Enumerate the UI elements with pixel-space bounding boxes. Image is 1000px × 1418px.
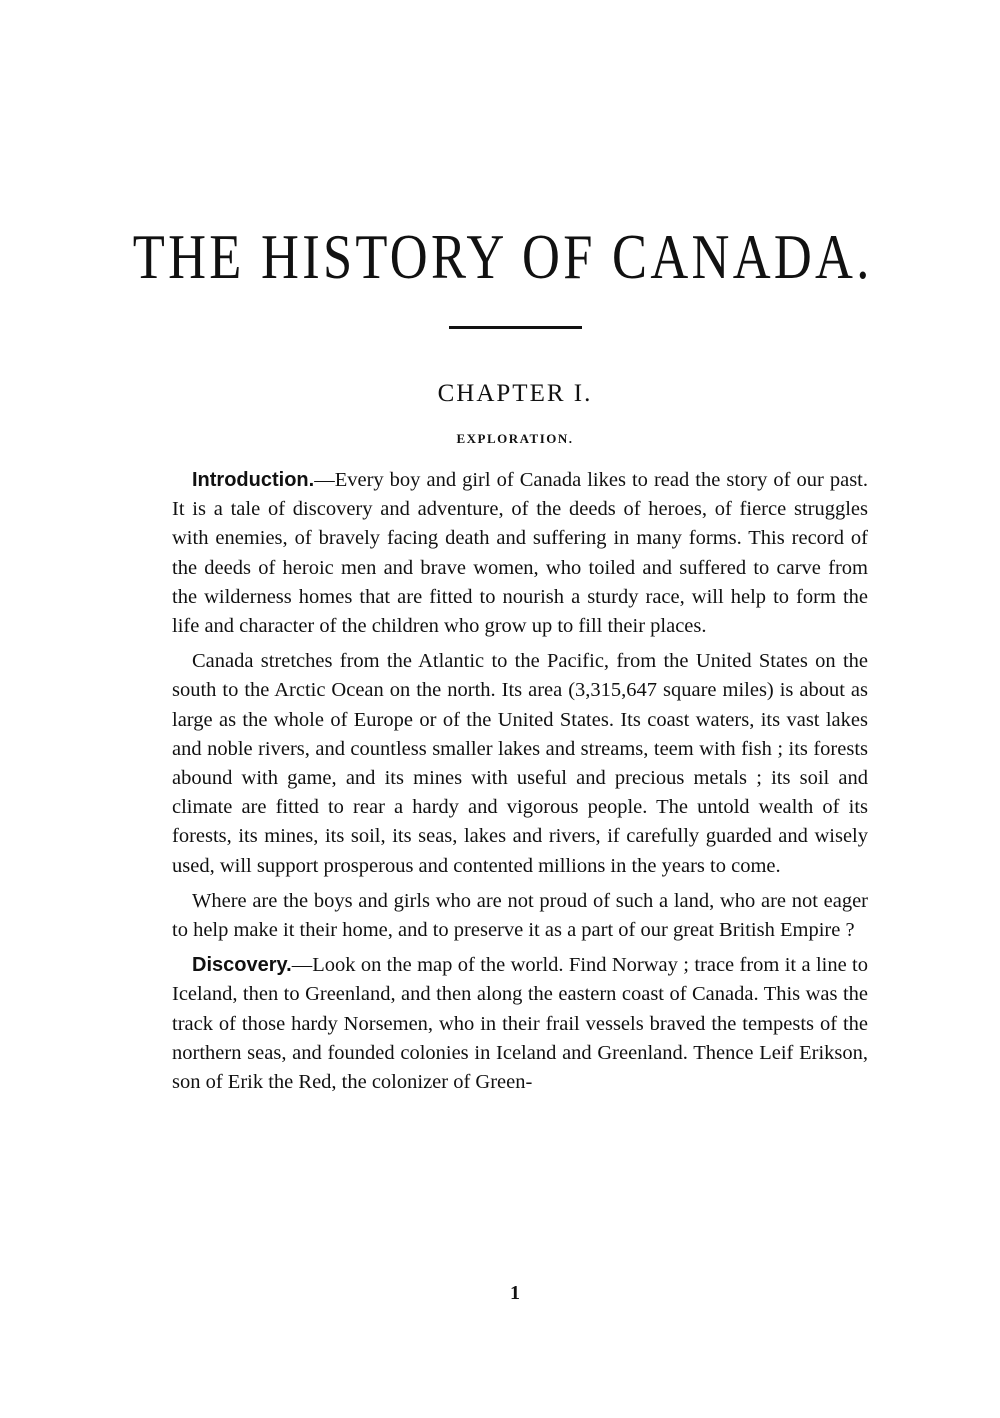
paragraph-text: Where are the boys and girls who are not proud of such a land, who are not eager to help make it their home, and to preserve it as a part of our great British Empire ? bbox=[172, 889, 868, 942]
chapter-heading: CHAPTER I. bbox=[437, 380, 593, 407]
book-title: THE HISTORY OF CANADA. bbox=[132, 221, 873, 292]
title-divider bbox=[449, 326, 582, 329]
paragraph-text: —Look on the map of the world. Find Norway ; trace from it a line to Iceland, then to Greenland, and then along the eastern coast of Canada. This was the track of those hardy Norsemen, who in their frail vessels braved the tempests of the northern seas, and founded colonies in Iceland and Greenland. Thence Leif Erikson, son of Erik the Red, the colonizer of Green- bbox=[172, 954, 868, 1094]
chapter-body bbox=[172, 466, 868, 1103]
paragraph-british-empire bbox=[172, 887, 868, 945]
chapter-subtitle: EXPLORATION. bbox=[456, 431, 574, 446]
run-in-heading: Introduction. bbox=[192, 469, 315, 491]
paragraph-canada-extent bbox=[172, 647, 868, 881]
paragraph-text: Canada stretches from the Atlantic to the Pacific, from the United States on the south to the Arctic Ocean on the north. Its area (3,315,647 square miles) is about as large as the whole of Europe or of the United States. Its coast waters, its vast lakes and noble rivers, and countless smaller lakes and streams, teem with fish ; its forests abound with game, and its mines with useful and precious metals ; its soil and climate are fitted to rear a hardy and vigorous people. The untold wealth of its forests, its mines, its soil, its seas, lakes and rivers, if carefully guarded and wisely used, will support prosperous and contented millions in the years to come. bbox=[172, 650, 868, 877]
paragraph-discovery bbox=[172, 951, 868, 1097]
paragraph-text: —Every boy and girl of Canada likes to read the story of our past. It is a tale of discovery and adventure, of the deeds of heroes, of fierce struggles with enemies, of bravely facing death and suffering in many forms. This record of the deeds of heroic men and brave women, who toiled and suffered to carve from the wilderness homes that are fitted to nourish a sturdy race, will help to form the life and character of the children who grow up to fill their places. bbox=[172, 469, 868, 638]
run-in-heading: Discovery. bbox=[192, 954, 292, 977]
paragraph-introduction bbox=[172, 466, 868, 641]
page-number: 1 bbox=[510, 1282, 520, 1304]
